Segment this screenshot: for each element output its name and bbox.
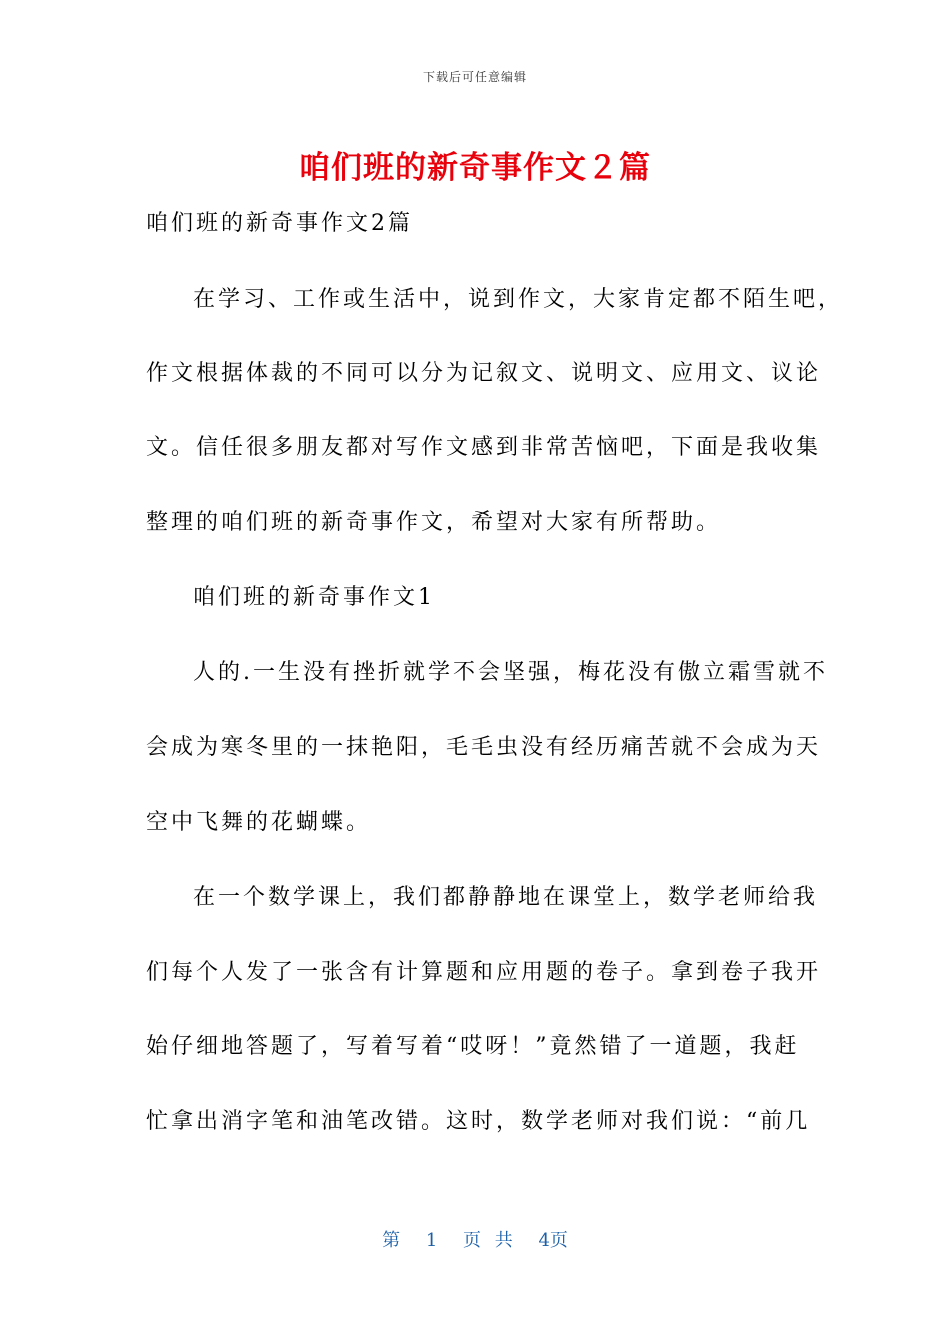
body-line: 在一个数学课上，我们都静静地在课堂上，数学老师给我: [193, 885, 819, 910]
page-label-mid: 页 共: [463, 1230, 513, 1251]
body-line: 整理的咱们班的新奇事作文，希望对大家有所帮助。: [146, 510, 722, 535]
body-line: 作文根据体裁的不同可以分为记叙文、说明文、应用文、议论: [146, 361, 822, 386]
body-line: 会成为寒冬里的一抹艳阳，毛毛虫没有经历痛苦就不会成为天: [146, 735, 822, 760]
body-line: 在学习、工作或生活中，说到作文，大家肯定都不陌生吧，: [193, 287, 844, 312]
total-pages: 4页: [538, 1230, 568, 1251]
body-line: 人的.一生没有挫折就学不会坚强，梅花没有傲立霜雪就不: [193, 660, 828, 685]
header-note: 下载后可任意编辑: [422, 70, 527, 84]
page-label-prefix: 第: [382, 1230, 401, 1251]
body-line: 们每个人发了一张含有计算题和应用题的卷子。拿到卷子我开: [146, 960, 822, 985]
body-line: 忙拿出消字笔和油笔改错。这时，数学老师对我们说：“前几: [146, 1109, 811, 1134]
document-title: 咱们班的新奇事作文２篇: [299, 150, 651, 186]
body-line: 文。信任很多朋友都对写作文感到非常苦恼吧，下面是我收集: [146, 435, 822, 460]
body-line: 始仔细地答题了，写着写着“哎呀！”竟然错了一道题，我赶: [146, 1034, 800, 1059]
section-heading: 咱们班的新奇事作文1: [193, 585, 435, 610]
body-line: 空中飞舞的花蝴蝶。: [146, 810, 372, 835]
body-line-subtitle: 咱们班的新奇事作文2篇: [146, 211, 413, 236]
current-page-number: 1: [425, 1230, 438, 1251]
page-footer: [0, 1226, 950, 1252]
